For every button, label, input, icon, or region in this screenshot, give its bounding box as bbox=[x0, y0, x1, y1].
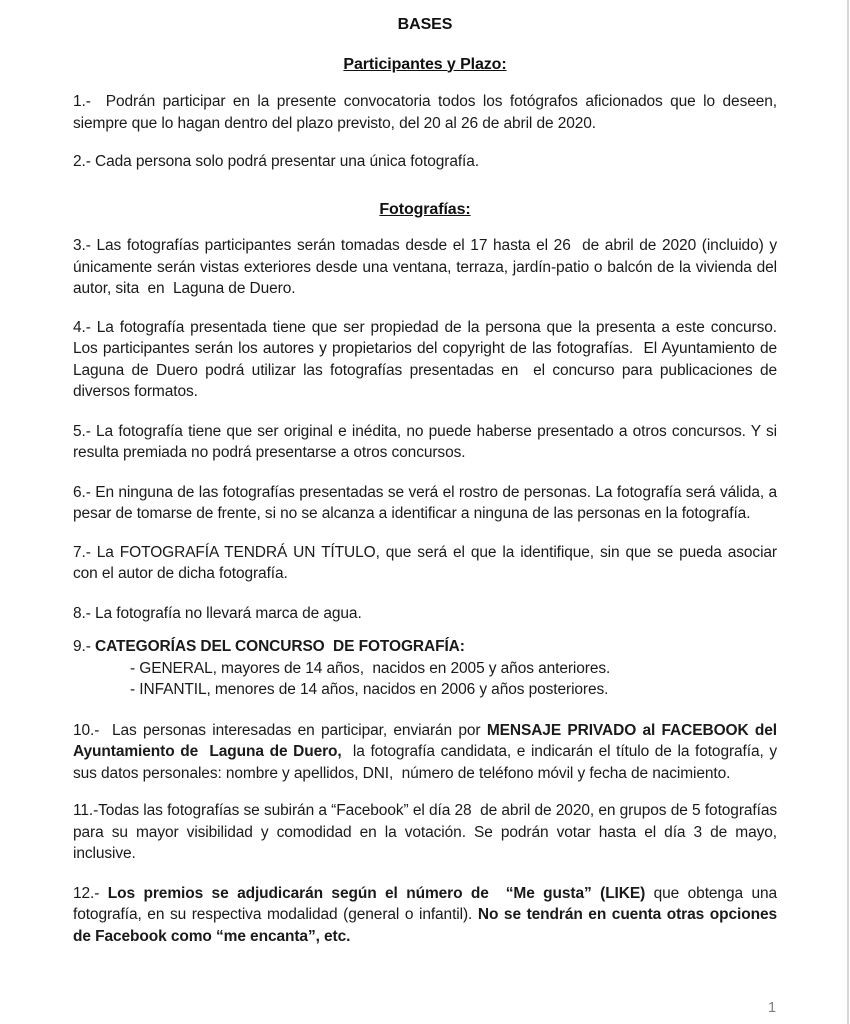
paragraph-6: 6.- En ninguna de las fotografías presentadas se verá el rostro de personas. La fotografía será válida, a pesar de tomarse de frente, si no se alcanza a identificar a ninguna de las personas en la fotografía. bbox=[73, 483, 782, 522]
section-heading-participantes-y-plazo: Participantes y Plazo: bbox=[343, 55, 507, 73]
paragraph-9-number: 9.- bbox=[73, 638, 95, 655]
paragraph-12 bbox=[73, 883, 782, 948]
paragraph-9-heading-bold: CATEGORÍAS DEL CONCURSO DE FOTOGRAFÍA: bbox=[95, 638, 465, 655]
paragraph-8: 8.- La fotografía no llevará marca de agua. bbox=[73, 604, 362, 622]
paragraph-4: 4.- La fotografía presentada tiene que ser propiedad de la persona que la presenta a este concurso. Los participantes serán los autores y propietarios del copyright de las fotografías. El Ayuntamiento de Laguna de Duero podrá utilizar las fotografías presentadas en el concurso para publicaciones de diversos formatos. bbox=[73, 318, 782, 400]
paragraph-12-bold-segment-2: No se tendrán en cuenta otras opciones de Facebook como “me encanta”, etc. bbox=[73, 906, 782, 945]
category-item-general: - GENERAL, mayores de 14 años, nacidos en 2005 y años anteriores. bbox=[130, 659, 611, 677]
paragraph-10-bold-segment: MENSAJE PRIVADO al FACEBOOK del Ayuntamiento de Laguna de Duero, bbox=[73, 721, 781, 760]
paragraph-3: 3.- Las fotografías participantes serán tomadas desde el 17 hasta el 26 de abril de 2020 (incluido) y únicamente serán vistas exteriores desde una ventana, terraza, jardín-patio o balcón de la vivienda del autor, sita en Laguna de Duero. bbox=[73, 237, 782, 297]
paragraph-9-categories-block bbox=[73, 636, 777, 701]
paragraph-10-text-post: la fotografía candidata, e indicarán el título de la fotografía, y sus datos personales: nombre y apellidos, DNI, número de teléfono móvil y fecha de nacimiento. bbox=[73, 743, 782, 782]
paragraph-5: 5.- La fotografía tiene que ser original e inédita, no puede haberse presentado a otros concursos. Y si resulta premiada no podrá presentarse a otros concursos. bbox=[73, 422, 782, 461]
paragraph-7: 7.- La FOTOGRAFÍA TENDRÁ UN TÍTULO, que será el que la identifique, sin que se pueda asociar con el autor de dicha fotografía. bbox=[73, 543, 782, 582]
paragraph-12-bold-segment-1: Los premios se adjudicarán según el número de “Me gusta” (LIKE) bbox=[107, 884, 646, 902]
paragraph-9-heading-line bbox=[73, 636, 777, 658]
paragraph-10 bbox=[73, 720, 782, 785]
scan-edge-line bbox=[847, 0, 849, 1024]
document-title: BASES bbox=[397, 16, 453, 33]
paragraph-12-number: 12.- bbox=[73, 884, 108, 902]
paragraph-2: 2.- Cada persona solo podrá presentar una única fotografía. bbox=[73, 153, 479, 170]
paragraph-12-text-mid: que obtenga una fotografía, en su respectiva modalidad (general o infantil). bbox=[73, 884, 782, 923]
section-heading-fotografias: Fotografías: bbox=[379, 200, 471, 218]
page-number: 1 bbox=[768, 1000, 776, 1016]
paragraph-1: 1.- Podrán participar en la presente convocatoria todos los fotógrafos aficionados que lo deseen, siempre que lo hagan dentro del plazo previsto, del 20 al 26 de abril de 2020. bbox=[73, 93, 782, 132]
paragraph-11: 11.-Todas las fotografías se subirán a “Facebook” el día 28 de abril de 2020, en grupos de 5 fotografías para su mayor visibilidad y comodidad en la votación. Se podrán votar hasta el día 3 de mayo, inclusive. bbox=[73, 802, 782, 862]
category-item-infantil: - INFANTIL, menores de 14 años, nacidos en 2006 y años posteriores. bbox=[130, 681, 609, 698]
paragraph-10-text-pre: 10.- Las personas interesadas en participar, enviarán por bbox=[73, 721, 487, 739]
